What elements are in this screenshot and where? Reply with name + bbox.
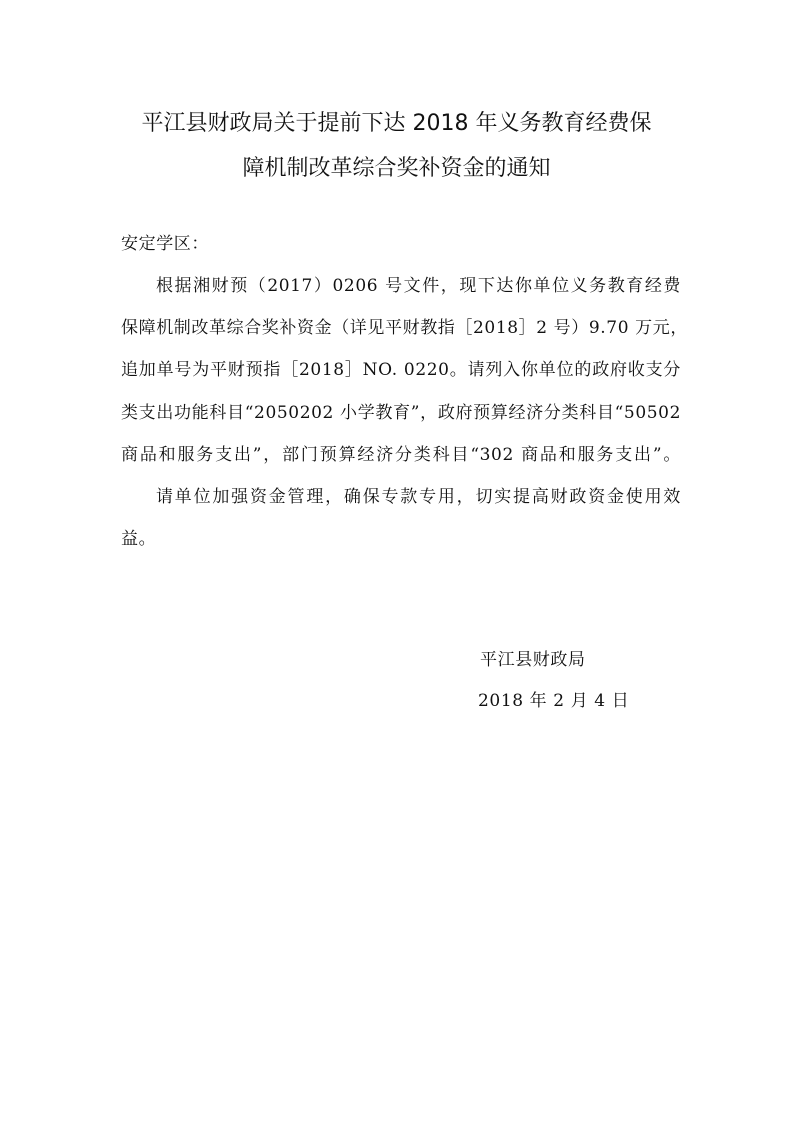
paragraph-1-line-3: 追加单号为平财预指［2018］NO. 0220。请列入你单位的政府收支分 <box>121 360 681 380</box>
signer: 平江县财政局 <box>480 650 586 670</box>
document-title-line-1: 平江县财政局关于提前下达 2018 年义务教育经费保 <box>141 111 652 136</box>
document-title-line-2: 障机制改革综合奖补资金的通知 <box>242 156 551 181</box>
paragraph-2-line-2: 益。 <box>121 529 157 549</box>
paragraph-1-line-5: 商品和服务支出”，部门预算经济分类科目“302 商品和服务支出”。 <box>121 445 681 465</box>
paragraph-1-line-2: 保障机制改革综合奖补资金（详见平财教指［2018］2 号）9.70 万元， <box>121 318 688 338</box>
paragraph-1-line-4: 类支出功能科目“2050202 小学教育”，政府预算经济分类科目“50502 <box>121 403 681 423</box>
issue-date: 2018 年 2 月 4 日 <box>478 691 630 711</box>
paragraph-1-line-1: 根据湘财预（2017）0206 号文件，现下达你单位义务教育经费 <box>156 276 681 296</box>
salutation: 安定学区： <box>121 234 209 254</box>
paragraph-2-line-1: 请单位加强资金管理，确保专款专用，切实提高财政资金使用效 <box>156 487 681 507</box>
